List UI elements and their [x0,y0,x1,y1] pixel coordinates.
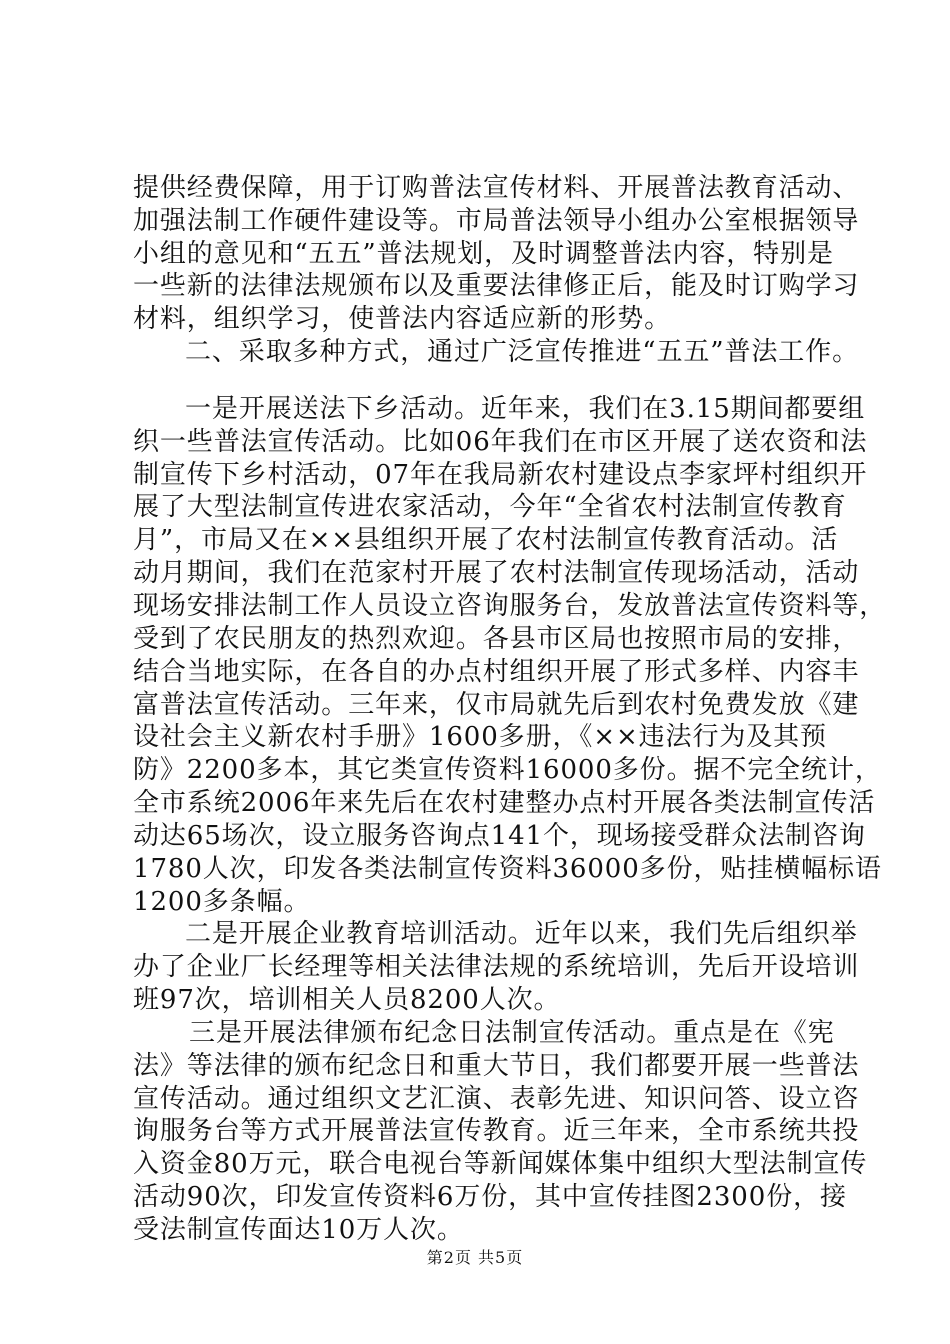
text-line: 受到了农民朋友的热烈欢迎。各县市区局也按照市局的安排， [133,624,860,654]
text-line: 入资金80万元，联合电视台等新闻媒体集中组织大型法制宣传 [133,1149,868,1179]
text-line: 法》等法律的颁布纪念日和重大节日，我们都要开展一些普法 [133,1051,860,1081]
text-line: 防》2200多本，其它类宣传资料16000多份。据不完全统计， [133,755,882,785]
text-line: 现场安排法制工作人员设立咨询服务台，发放普法宣传资料等， [133,591,887,621]
text-line: 小组的意见和“五五”普法规划，及时调整普法内容，特别是 [133,239,834,269]
section-heading: 二、采取多种方式，通过广泛宣传推进“五五”普法工作。 [185,337,859,367]
text-line: 宣传活动。通过组织文艺汇演、表彰先进、知识问答、设立咨 [133,1084,860,1114]
text-line: 织一些普法宣传活动。比如06年我们在市区开展了送农资和法 [133,427,868,457]
text-line: 询服务台等方式开展普法宣传教育。近三年来，全市系统共投 [133,1116,860,1146]
text-line: 一些新的法律法规颁布以及重要法律修正后，能及时订购学习 [133,271,860,301]
text-line: 全市系统2006年来先后在农村建整办点村开展各类法制宣传活 [133,788,876,818]
paragraph-start: 二是开展企业教育培训活动。近年以来，我们先后组织举 [185,919,858,949]
text-line: 制宣传下乡村活动，07年在我局新农村建设点李家坪村组织开 [133,460,868,490]
text-line: 月”，市局又在××县组织开展了农村法制宣传教育活动。活 [133,525,839,555]
text-line: 设社会主义新农村手册》1600多册，《××违法行为及其预 [133,722,827,752]
text-line: 加强法制工作硬件建设等。市局普法领导小组办公室根据领导 [133,206,860,236]
text-line: 提供经费保障，用于订购普法宣传材料、开展普法教育活动、 [133,173,860,203]
text-line: 1200多条幅。 [133,887,311,917]
text-line: 受法制宣传面达10万人次。 [133,1215,464,1245]
paragraph-start: 一是开展送法下乡活动。近年来，我们在3.15期间都要组 [185,394,866,424]
text-line: 1780人次，印发各类法制宣传资料36000多份，贴挂横幅标语 [133,854,882,884]
text-line: 富普法宣传活动。三年来，仅市局就先后到农村免费发放《建 [133,690,860,720]
text-line: 动月期间，我们在范家村开展了农村法制宣传现场活动，活动 [133,558,860,588]
text-line: 动达65场次，设立服务咨询点141个，现场接受群众法制咨询 [133,821,866,851]
text-line: 材料，组织学习，使普法内容适应新的形势。 [133,304,672,334]
text-line: 活动90次，印发宣传资料6万份，其中宣传挂图2300份，接 [133,1182,847,1212]
text-line: 办了企业厂长经理等相关法律法规的系统培训，先后开设培训 [133,952,860,982]
text-line: 展了大型法制宣传进农家活动，今年“全省农村法制宣传教育 [133,492,847,522]
text-line: 班97次，培训相关人员8200人次。 [133,985,561,1015]
page-number: 第2页 共5页 [426,1248,524,1267]
text-line: 结合当地实际，在各自的办点村组织开展了形式多样、内容丰 [133,657,860,687]
paragraph-start: 三是开展法律颁布纪念日法制宣传活动。重点是在《宪 [189,1018,835,1048]
